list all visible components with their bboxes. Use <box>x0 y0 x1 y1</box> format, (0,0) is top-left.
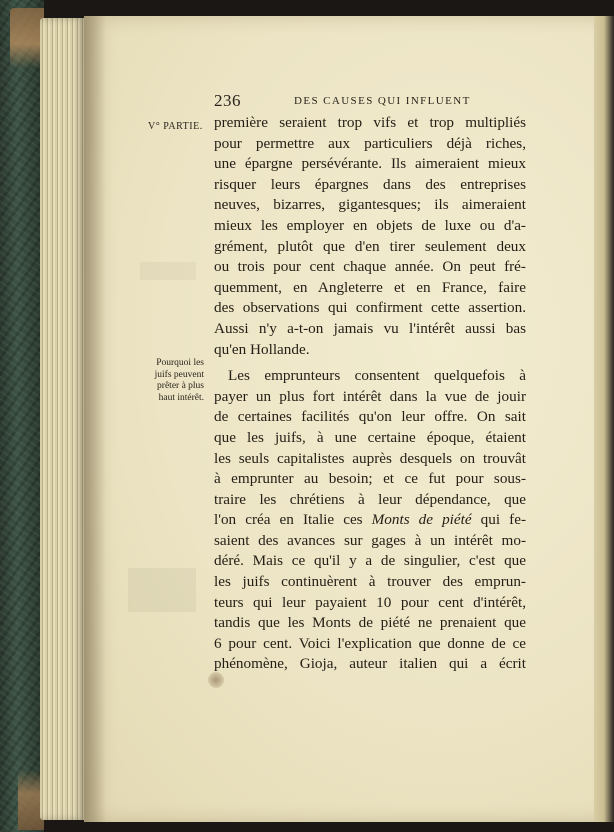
text-line: neuves, bizarres, gigantesques; ils aimeraient <box>214 196 526 214</box>
margin-note <box>142 358 204 404</box>
margin-note-line: haut intérêt. <box>158 392 204 403</box>
text-segment: qui fe- <box>480 511 526 529</box>
text-line: traire les chrétiens à leur dépendance, que <box>214 490 526 508</box>
text-line: 6 pour cent. Voici l'explication que donne de ce <box>214 634 526 652</box>
show-through-decoration <box>128 568 196 612</box>
text-line: des observations qui confirment cette assertion. <box>214 299 526 317</box>
text-line: une épargne persévérante. Ils aimeraient mieux <box>214 155 526 173</box>
text-line: grément, plutôt que d'en tirer seulement deux <box>214 237 526 255</box>
text-line-with-italic <box>214 510 526 531</box>
gutter-shadow <box>84 16 106 822</box>
text-line: Aussi n'y a-t-on jamais vu l'intérêt aussi bas <box>214 319 526 337</box>
text-line: les juifs continuèrent à trouver des emprun- <box>214 573 526 591</box>
text-line: phénomène, Gioja, auteur italien qui a écrit <box>214 655 526 673</box>
text-line: qu'en Hollande. <box>214 340 310 358</box>
text-segment: l'on créa en Italie ces <box>214 511 363 529</box>
text-line: ou trois pour cent chaque année. On peut fré- <box>214 258 526 276</box>
text-line: payer un plus fort intérêt dans la vue de jouir <box>214 387 526 405</box>
text-line: première seraient trop vifs et trop multipliés <box>214 114 526 131</box>
text-line: à emprunter au besoin; et ce fut pour sous- <box>214 470 526 488</box>
body-text <box>214 113 526 675</box>
text-line: quemment, en Angleterre et en France, faire <box>214 278 526 296</box>
page-edges <box>40 18 86 820</box>
leather-corner-top <box>10 8 44 68</box>
text-line: pour permettre aux particuliers déjà riches, <box>214 134 526 152</box>
marbled-cover-board <box>0 0 44 832</box>
text-line: saient des avances sur gages à un intérêt mo- <box>214 531 526 549</box>
margin-note-line: juifs peuvent <box>154 369 204 380</box>
text-line: que les juifs, à une certaine époque, étaient <box>214 428 526 446</box>
text-line: mieux les employer en objets de luxe ou d'a- <box>214 216 526 234</box>
text-line: les seuls capitalistes auprès desquels on trouvât <box>214 449 526 467</box>
text-line: déré. Mais ce qu'il y a de singulier, c'est que <box>214 552 526 570</box>
text-line: risquer leurs épargnes dans des entreprises <box>214 175 526 193</box>
margin-note-line: Pourquoi les <box>156 358 204 368</box>
part-label: V° PARTIE. <box>148 121 203 132</box>
page-number: 236 <box>214 91 241 110</box>
running-head: DES CAUSES QUI INFLUENT <box>294 95 471 107</box>
show-through-decoration <box>140 262 196 280</box>
page-right-edge <box>594 16 614 822</box>
text-line: tandis que les Monts de piété ne prenaient que <box>214 614 526 632</box>
text-line: Les emprunteurs consentent quelquefois à <box>228 367 526 385</box>
italic-phrase: Monts de piété <box>371 511 472 529</box>
margin-note-line: prêter à plus <box>157 381 204 391</box>
text-line: de certaines facilités qu'on leur offre. On sait <box>214 408 526 426</box>
text-line: teurs qui leur payaient 10 pour cent d'intérêt, <box>214 593 526 611</box>
